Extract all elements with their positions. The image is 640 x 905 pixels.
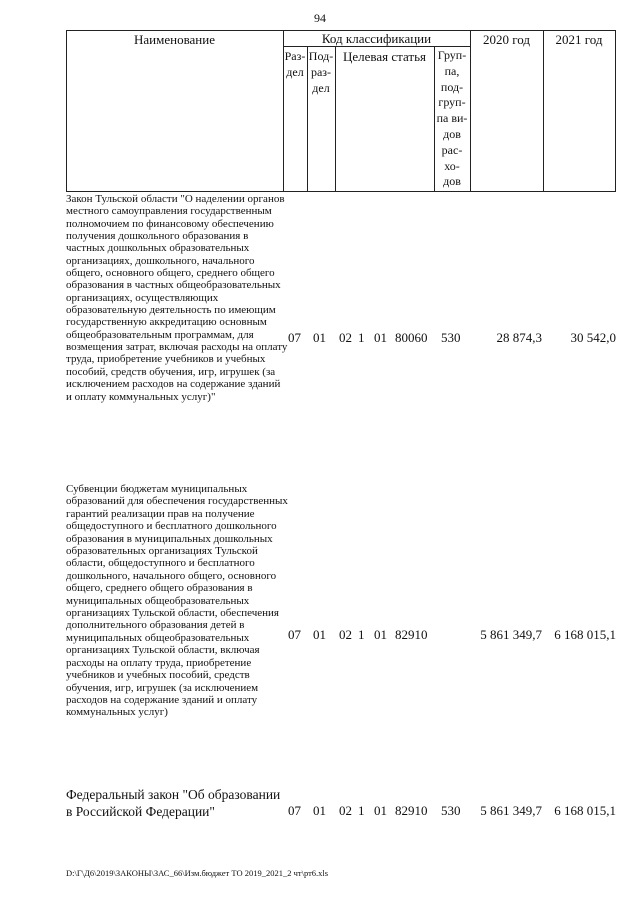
header-expense-group: Груп- па, под- груп- па ви- дов рас- хо- дов <box>436 48 468 189</box>
row-expense-group: 530 <box>441 803 461 818</box>
row-section: 07 <box>288 803 301 818</box>
row-target-4: 82910 <box>395 627 428 642</box>
row-section: 07 <box>288 627 301 642</box>
row-value-2021: 6 168 015,1 <box>554 803 616 818</box>
row-target-4: 80060 <box>395 330 428 345</box>
row-name: Закон Тульской области "О наделении органов местного самоуправления государственным полномочием по финансовому обеспечению получения дошкольного образования в частных дошкольных образовательных организациях, дошкольного, начального общего, основного общего, среднего общего образования в частных общеобразовательных организациях, осуществляющих образовательную деятельность по имеющим государственную аккредитацию основным общеобразовательным программам, для возмещения затрат, включая расходы на оплату труда, приобретение учебников и учебных пособий, средств обучения, игр, игрушек (за исключением расходов на содержание зданий и оплату коммунальных услуг)" <box>66 193 288 403</box>
row-name: Субвенции бюджетам муниципальных образований для обеспечения государственных гарантий реализации прав на получение общедоступного и бесплатного дошкольного образования в муниципальных дошкольных образовательных организациях Тульской области, общедоступного и бесплатного дошкольного, начального общего, основного общего, среднего общего образования в муниципальных общеобразовательных организациях Тульской области, обеспечения дополнительного образования детей в муниципальных общеобразовательных организациях Тульской области, включая расходы на оплату труда, приобретение учебников и учебных пособий, средств обучения, игр, игрушек (за исключением расходов на содержание зданий и оплату коммунальных услуг) <box>66 483 288 719</box>
row-value-2020: 28 874,3 <box>496 330 542 345</box>
row-target-3: 01 <box>374 627 387 642</box>
row-value-2021: 6 168 015,1 <box>554 627 616 642</box>
row-target-2: 1 <box>358 627 365 642</box>
header-section: Раз- дел <box>284 49 306 79</box>
header-classification-code: Код классификации <box>321 31 432 46</box>
header-name: Наименование <box>134 32 215 47</box>
row-target-4: 82910 <box>395 803 428 818</box>
row-subsection: 01 <box>313 627 326 642</box>
row-target-2: 1 <box>358 330 365 345</box>
row-target-3: 01 <box>374 330 387 345</box>
row-subsection: 01 <box>313 803 326 818</box>
footer-file-path: D:\Г\Д6\2019\ЗАКОНЫ\ЗАС_66\Изм.бюджет ТО 2019_2021_2 чт\рт6.xls <box>66 868 329 878</box>
row-target-1: 02 <box>339 330 352 345</box>
row-target-2: 1 <box>358 803 365 818</box>
row-value-2020: 5 861 349,7 <box>480 803 542 818</box>
header-2020: 2020 год <box>483 32 530 47</box>
header-2021: 2021 год <box>555 32 603 47</box>
row-expense-group: 530 <box>441 330 461 345</box>
row-value-2020: 5 861 349,7 <box>480 627 542 642</box>
header-target-article: Целевая статья <box>342 49 426 64</box>
row-target-3: 01 <box>374 803 387 818</box>
row-target-1: 02 <box>339 803 352 818</box>
row-name: Федеральный закон "Об образовании в Российской Федерации" <box>66 787 281 819</box>
row-subsection: 01 <box>313 330 326 345</box>
row-value-2021: 30 542,0 <box>570 330 616 345</box>
row-section: 07 <box>288 330 301 345</box>
row-target-1: 02 <box>339 627 352 642</box>
page-number: 94 <box>314 11 326 25</box>
header-subsection: Под- раз- дел <box>308 49 334 95</box>
